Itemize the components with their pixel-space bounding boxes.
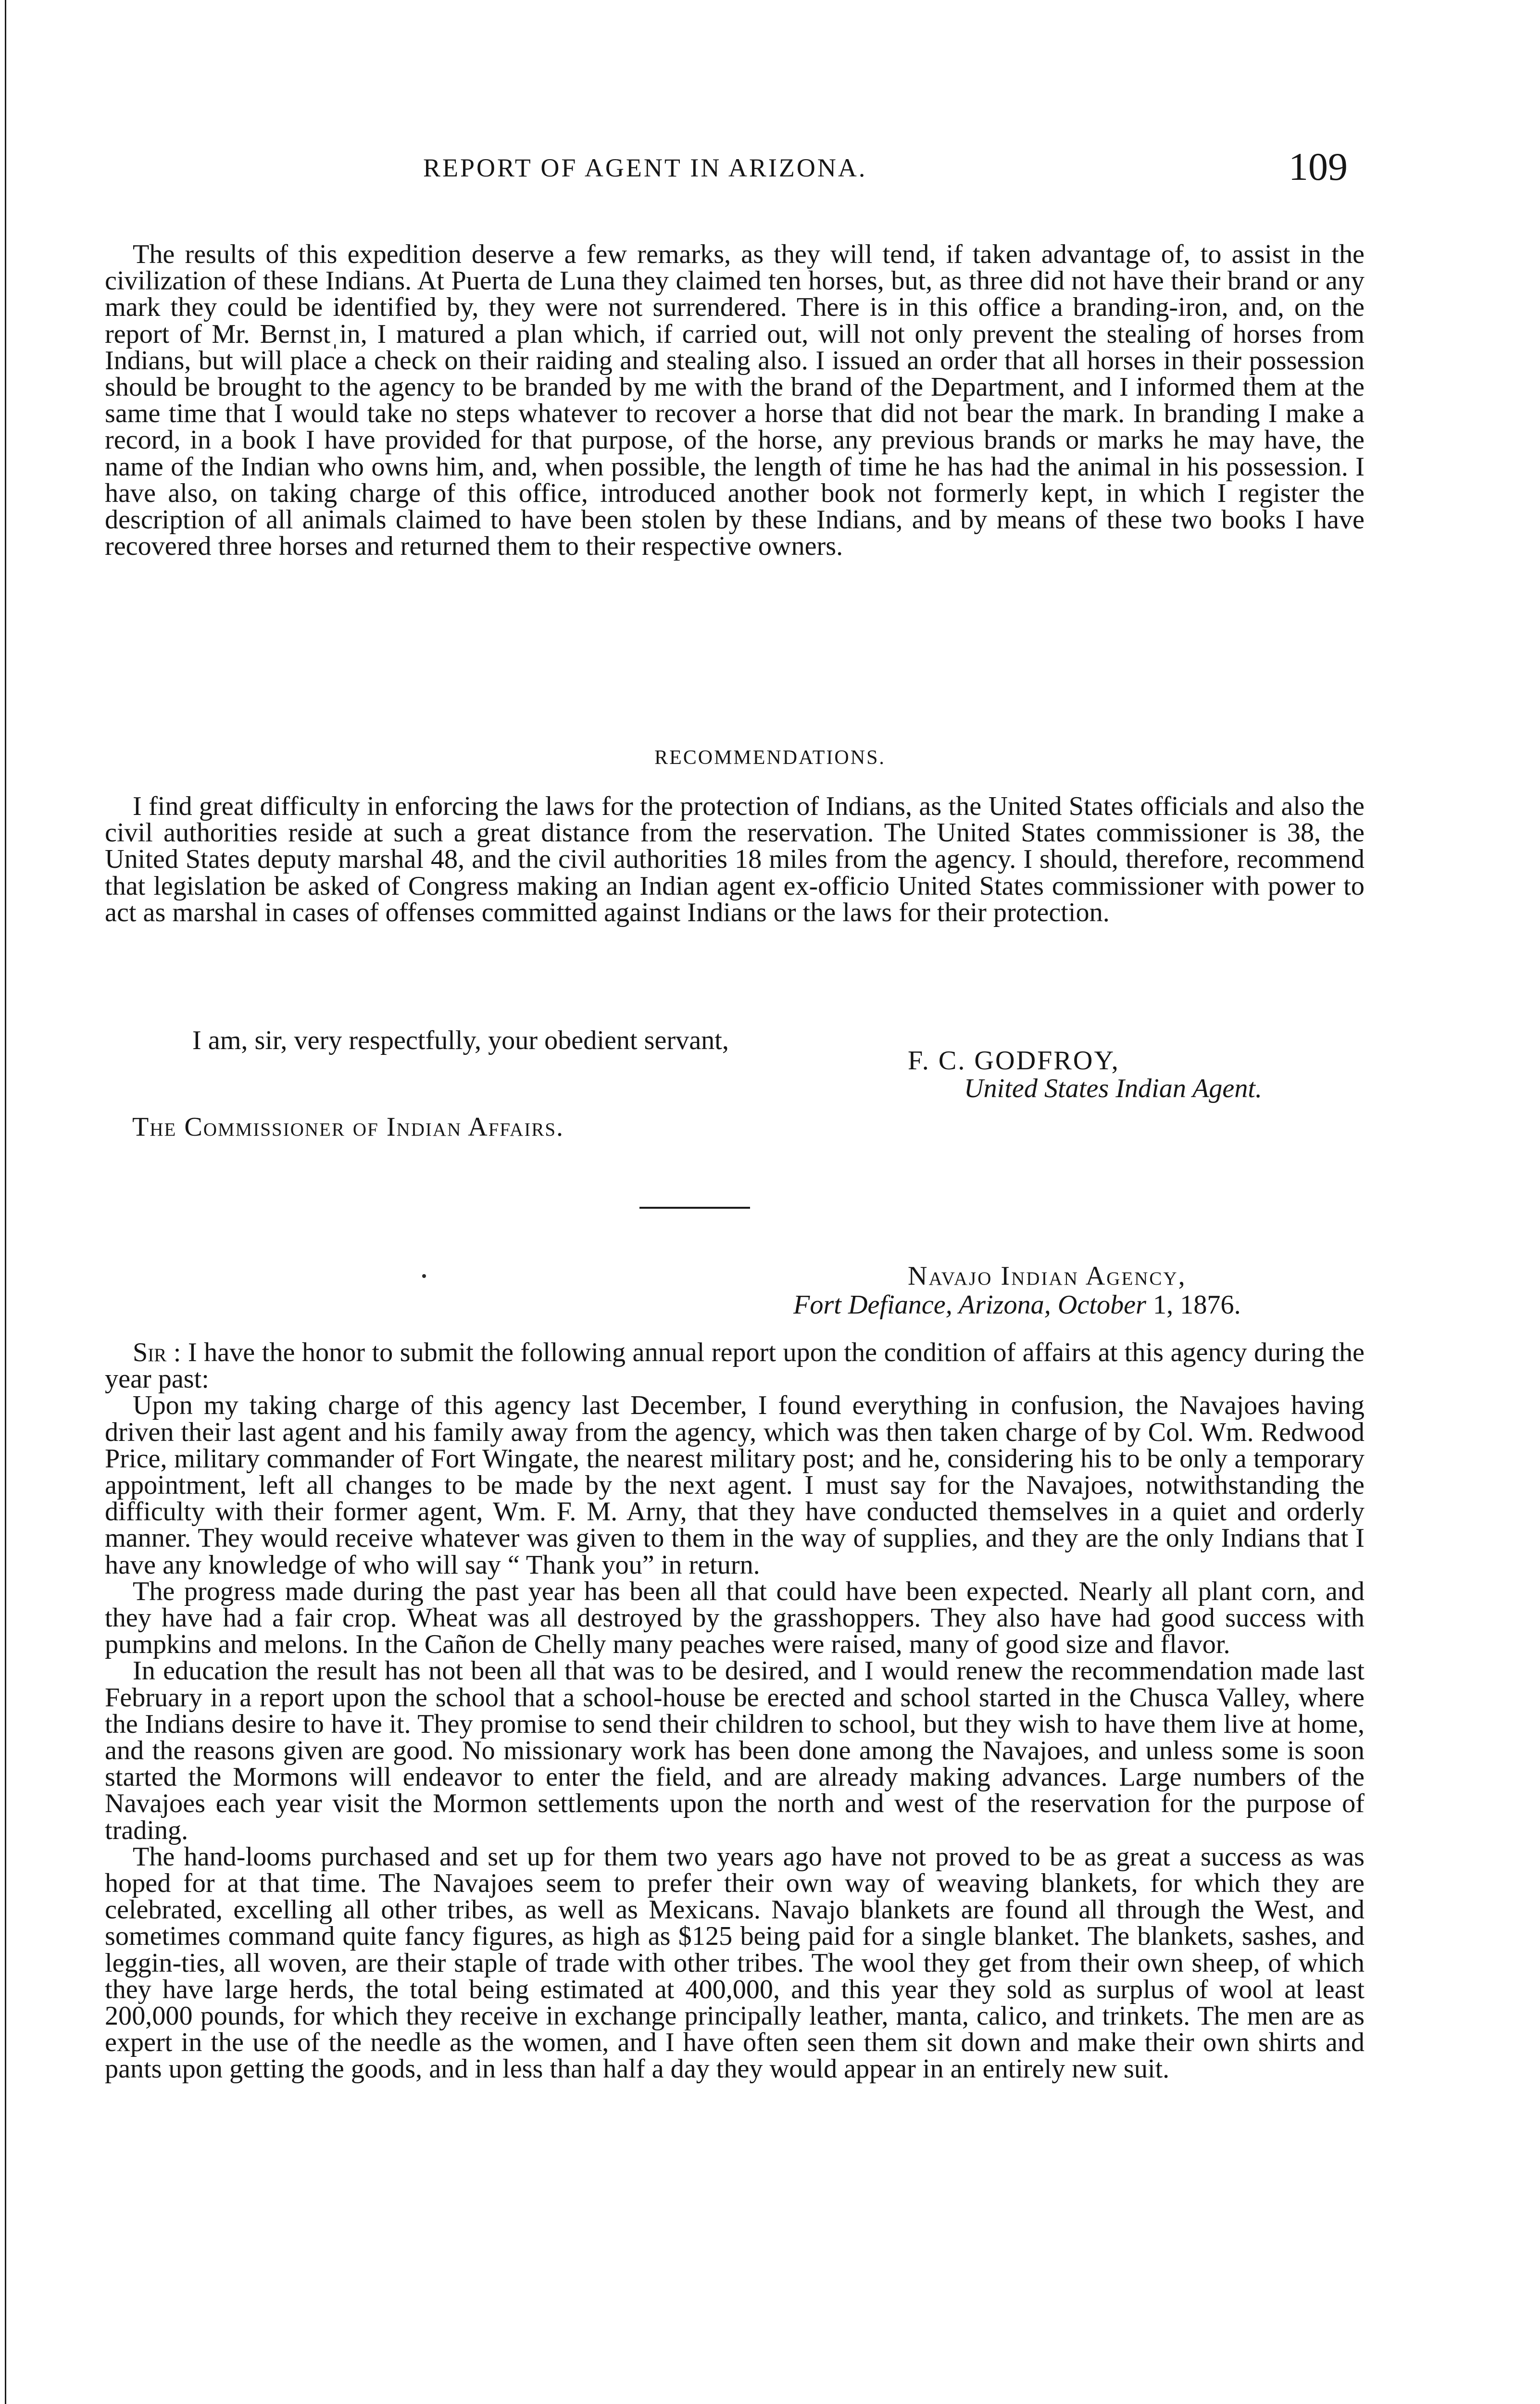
salutation: Sir : bbox=[133, 1338, 181, 1367]
paragraph-text: I have the honor to submit the following annual report upon the condition of affairs at this agency during the year past: bbox=[105, 1338, 1365, 1394]
paragraph-education: In education the result has not been all that was to be desired, and I would renew the recommendation made last February in a report upon the school that a school-house be erected and school started in the Chusca Valley, where the Indians desire to have it. They promise to send their children to school, but they wish to have them live at home, and the reasons given are good. No missionary work has been done among the Navajoes, and unless some is soon started the Mormons will endeavor to enter the field, and are already making advances. Large numbers of the Navajoes each year visit the Mormon settlements upon the north and west of the reservation for the purpose of trading. bbox=[105, 1656, 1365, 1845]
paragraph-text: I find great difficulty in enforcing the laws for the protection of Indians, as the United States officials and also the civil authorities reside at such a great distance from the reservation. The United States commissioner is 38, the United States deputy marshal 48, and the civil authorities 18 miles from the agency. I should, therefore, recommend that legislation be asked of Congress making an Indian agent ex-officio United States commissioner with power to act as marshal in cases of offenses committed against Indians or the laws for their protection. bbox=[105, 791, 1365, 927]
paragraph-hand-looms: The hand-looms purchased and set up for them two years ago have not proved to be as great a success as was hoped for at that time. The Navajoes seem to prefer their own way of weaving blankets, for which they are celebrated, excelling all other tribes, as well as Mexicans. Navajo blankets are found all through the West, and sometimes command quite fancy figures, as high as $125 being paid for a single blanket. The blankets, sashes, and leggin-ties, all woven, are their staple of trade with other tribes. The wool they get from their own sheep, of which they have large herds, the total being estimated at 400,000, and this year they sold as surplus of wool at least 200,000 pounds, for which they receive in exchange principally leather, manta, calico, and trinkets. The men are as expert in the use of the needle as the women, and I have often seen them sit down and make their own shirts and pants upon getting the goods, and in less than half a day they would appear in an entirely new suit. bbox=[105, 1841, 1365, 2084]
paragraph-recommendations bbox=[105, 793, 1365, 926]
signature-name: F. C. GODFROY, bbox=[908, 1046, 1120, 1076]
recommendations-heading: RECOMMENDATIONS. bbox=[654, 747, 886, 769]
paragraph-progress: The progress made during the past year has been all that could have been expected. Nearly all plant corn, and they have had a fair crop. Wheat was all destroyed by the grasshoppers. They also have had good success with pumpkins and melons. In the Cañon de Chelly many peaches were raised, many of good size and flavor. bbox=[105, 1576, 1365, 1660]
agency-date: 1, 1876. bbox=[1146, 1290, 1241, 1320]
paragraph-expedition-results bbox=[105, 241, 1365, 560]
agency-name: Navajo Indian Agency, bbox=[908, 1261, 1187, 1291]
report-body bbox=[105, 1340, 1365, 2083]
paragraph-text: The results of this expedition deserve a few remarks, as they will tend, if taken advantage of, to assist in the civilization of these Indians. At Puerta de Luna they claimed ten horses, but, as three did not have their brand or any mark they could be identified by, they were not surrendered. There is in this office a branding-iron, and, on the report of Mr. Bernstˌin, I matured a plan which, if carried out, will not only prevent the stealing of horses from Indians, but will place a check on their raiding and stealing also. I issued an order that all horses in their possession should be brought to the agency to be branded by me with the brand of the Department, and I informed them at the same time that I would take no steps whatever to recover a horse that did not bear the mark. In branding I make a record, in a book I have provided for that purpose, of the horse, any previous brands or marks he may have, the name of the Indian who owns him, and, when possible, the length of time he has had the animal in his possession. I have also, on taking charge of this office, introduced another book not formerly kept, in which I register the description of all animals claimed to have been stolen by these Indians, and by means of these two books I have recovered three horses and returned them to their respective owners. bbox=[105, 239, 1365, 562]
page-number: 109 bbox=[1289, 145, 1348, 188]
paragraph-taking-charge: Upon my taking charge of this agency last December, I found everything in confusion, the Navajoes having driven their last agent and his family away from the agency, which was then taken charge of by Col. Wm. Redwood Price, military commander of Fort Wingate, the nearest military post; and he, considering his to be only a temporary appointment, left all changes to be made by the next agent. I must say for the Navajoes, notwithstanding the difficulty with their former agent, Wm. F. M. Arny, that they have conducted themselves in a quiet and orderly manner. They would receive whatever was given to them in the way of supplies, and they are the only Indians that I have any knowledge of who will say “ Thank you” in return. bbox=[105, 1390, 1365, 1580]
running-head: REPORT OF AGENT IN ARIZONA. bbox=[423, 153, 867, 182]
agency-place-date bbox=[793, 1290, 1241, 1320]
addressee: The Commissioner of Indian Affairs. bbox=[132, 1112, 564, 1142]
signature-title: United States Indian Agent. bbox=[964, 1074, 1263, 1103]
closing-line: I am, sir, very respectfully, your obedient servant, bbox=[192, 1026, 729, 1055]
agency-place: Fort Defiance, Arizona, October bbox=[793, 1290, 1146, 1320]
print-speck bbox=[422, 1274, 426, 1278]
salutation-paragraph bbox=[105, 1340, 1365, 1392]
section-divider bbox=[639, 1207, 750, 1209]
scan-edge-line bbox=[5, 0, 6, 2404]
